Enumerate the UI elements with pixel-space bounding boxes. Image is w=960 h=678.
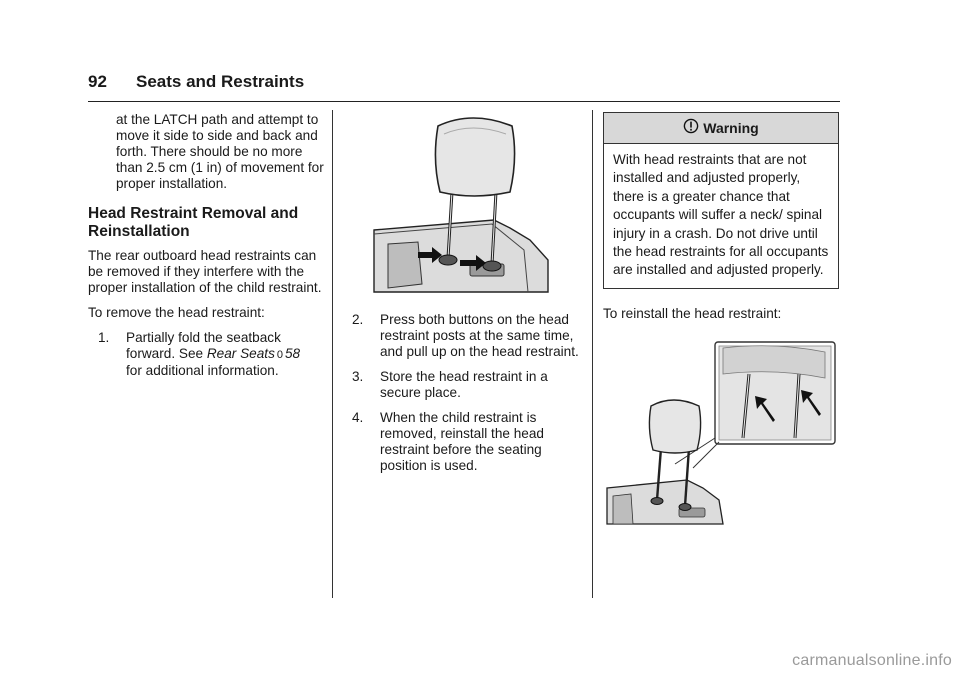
head-restraint-removal-illustration xyxy=(352,112,588,296)
section-title: Seats and Restraints xyxy=(136,72,305,91)
step-text: When the child restraint is removed, reinstall the head restraint before the seating position is used. xyxy=(380,410,544,473)
step-2 xyxy=(352,312,588,360)
intro-paragraph: The rear outboard head restraints can be removed if they interfere with the proper installation of the child restraint. xyxy=(88,248,322,295)
footer-watermark: carmanualsonline.info xyxy=(792,652,952,669)
warning-title: Warning xyxy=(703,120,759,136)
step-number: 3. xyxy=(352,369,364,384)
continued-paragraph: at the LATCH path and attempt to move it side to side and back and forth. There should be no more than 2.5 cm (1 in) of movement for proper installation. xyxy=(116,112,324,191)
column-divider-1 xyxy=(332,110,333,598)
reinstall-lead: To reinstall the head restraint: xyxy=(603,305,782,321)
page-number: 92 xyxy=(88,72,107,91)
column-1 xyxy=(88,112,324,388)
subheading-head-restraint: Head Restraint Removal and Reinstallation xyxy=(88,205,299,240)
step-number: 1. xyxy=(98,330,110,345)
warning-header xyxy=(604,113,838,144)
page-header xyxy=(88,72,840,102)
warning-box xyxy=(603,112,839,289)
step-1-text-a: Partially fold the seatback forward. See xyxy=(126,330,281,361)
head-restraint-reinstall-illustration xyxy=(603,338,839,528)
page-reference-icon: 0 xyxy=(276,349,283,361)
rear-seats-page[interactable]: 58 xyxy=(285,346,301,361)
step-text: Press both buttons on the head restraint posts at the same time, and pull up on the head restraint. xyxy=(380,312,579,359)
step-1-text-b: for additional information. xyxy=(126,363,279,378)
column-divider-2 xyxy=(592,110,593,598)
step-1 xyxy=(98,330,324,379)
warning-text: With head restraints that are not installed and adjusted properly, there is a greater chance that occupants will suffer a neck/ spinal injury in a crash. Do not drive until the head restraints for all occupants are installed and adjusted properly. xyxy=(613,152,829,278)
warning-circle-icon xyxy=(683,114,699,145)
rear-seats-link[interactable]: Rear Seats xyxy=(206,346,275,361)
remove-lead: To remove the head restraint: xyxy=(88,305,265,320)
step-number: 4. xyxy=(352,410,364,425)
column-2 xyxy=(352,112,588,483)
column-3 xyxy=(603,112,839,528)
step-3 xyxy=(352,369,588,401)
step-4 xyxy=(352,410,588,474)
step-text: Store the head restraint in a secure place. xyxy=(380,369,548,400)
steps-list xyxy=(352,312,588,474)
step-number: 2. xyxy=(352,312,364,327)
